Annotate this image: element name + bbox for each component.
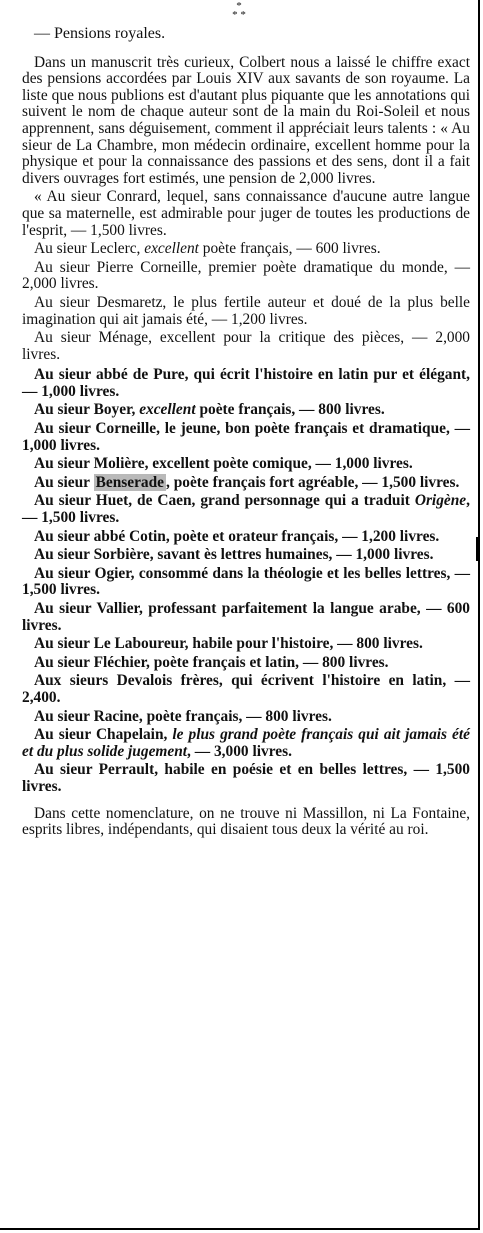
star-top: * — [236, 0, 242, 12]
entry-flechier: Au sieur Fléchier, poète français et latin, — 800 livres. — [34, 653, 389, 671]
stars-bottom: * * — [232, 9, 246, 21]
entry-devalois: Aux sieurs Devalois frères, qui écrivent l'histoire en latin, — 2,400. — [22, 672, 470, 706]
closing-paragraph: Dans cette nomenclature, on ne trouve ni Massillon, ni La Fontaine, esprits libres, indépendants, qui disaient tous deux la vérité au roi. — [22, 804, 470, 839]
entry-emphasis: le plus grand poète français qui ait jamais été et du plus solide jugement — [22, 726, 470, 760]
entry-cotin: Au sieur abbé Cotin, poète et orateur français, — 1,200 livres. — [34, 527, 440, 545]
entry-benserade — [22, 475, 470, 492]
entry-corneille: Au sieur Pierre Corneille, premier poète dramatique du monde, — 2,000 livres. — [22, 258, 470, 293]
entry-menage: Au sieur Ménage, excellent pour la critique des pièces, — 2,000 livres. — [22, 329, 470, 363]
entry-emphasis: excellent — [144, 240, 199, 258]
entry-pure: Au sieur abbé de Pure, qui écrit l'histoire en latin pur et élégant, — 1,000 livres. — [22, 366, 470, 400]
entry-sorbiere: Au sieur Sorbière, savant ès lettres humaines, — 1,000 livres. — [34, 546, 434, 564]
entry-text: poète français, — 600 livres. — [198, 240, 381, 258]
entry-text: , — 1,500 livres. — [22, 492, 470, 527]
entry-moliere: Au sieur Molière, excellent poète comique, — 1,000 livres. — [34, 455, 413, 473]
intro-paragraph: Dans un manuscrit très curieux, Colbert nous a laissé le chiffre exact des pensions accordées par Louis XIV aux savants de son royaume. La liste que nous publions est d'autant plus piquante que les annotations qui suivent le nom de chaque auteur sont de la main du Roi-Soleil et nous apprennent, sans déguisement, comment il appréciait leurs talents : « Au sieur de La Chambre, mon médecin ordinaire, excellent homme pour la physique et pour la connaissance des passions et des sens, dont il a fait divers ouvrages fort estimés, une pension de 2,000 livres. — [22, 53, 470, 187]
entry-emphasis: Origène — [414, 492, 467, 510]
entry-conrard: « Au sieur Conrard, lequel, sans connaissance d'aucune autre langue que sa maternelle, est admirable pour juger de toutes les productions de l'esprit, — 1,500 livres. — [22, 188, 470, 239]
entry-text: Au sieur Boyer, — [34, 401, 140, 419]
entry-text: poète français, — 800 livres. — [195, 401, 385, 419]
entry-leclerc — [22, 241, 470, 258]
entry-chapelain — [22, 727, 470, 760]
entry-text: , — 3,000 livres. — [187, 742, 292, 760]
article-column — [22, 26, 470, 839]
entry-text: Au sieur Huet, de Caen, grand personnage qui a traduit — [34, 492, 415, 510]
entry-text: Au sieur — [34, 473, 94, 491]
entry-ogier: Au sieur Ogier, consommé dans la théologie et les belles lettres, — 1,500 livres. — [22, 564, 470, 599]
entry-laboureur: Au sieur Le Laboureur, habile pour l'histoire, — 800 livres. — [34, 635, 423, 653]
highlighted-name: Benserade — [95, 473, 164, 491]
entry-perrault: Au sieur Perrault, habile en poésie et en belles lettres, — 1,500 livres. — [22, 761, 470, 795]
entry-text: Au sieur Leclerc, — [34, 240, 145, 258]
section-separator-stars — [0, 2, 478, 20]
entry-text: Au sieur Chapelain, — [34, 726, 173, 744]
entry-huet — [22, 493, 470, 526]
entry-boyer — [22, 402, 470, 419]
entry-vallier: Au sieur Vallier, professant parfaitement la langue arabe, — 600 livres. — [22, 600, 470, 634]
entry-racine: Au sieur Racine, poète français, — 800 livres. — [34, 707, 332, 725]
article-title: — Pensions royales. — [34, 25, 166, 42]
entry-emphasis: excellent — [139, 401, 196, 419]
entry-text: , poète français fort agréable, — 1,500 livres. — [166, 473, 460, 491]
column-rule — [476, 537, 478, 561]
entry-corneille-jeune: Au sieur Corneille, le jeune, bon poète français et dramatique, — 1,000 livres. — [22, 420, 470, 454]
entry-desmaretz: Au sieur Desmaretz, le plus fertile auteur et doué de la plus belle imagination qui ait jamais été, — 1,200 livres. — [22, 293, 470, 328]
